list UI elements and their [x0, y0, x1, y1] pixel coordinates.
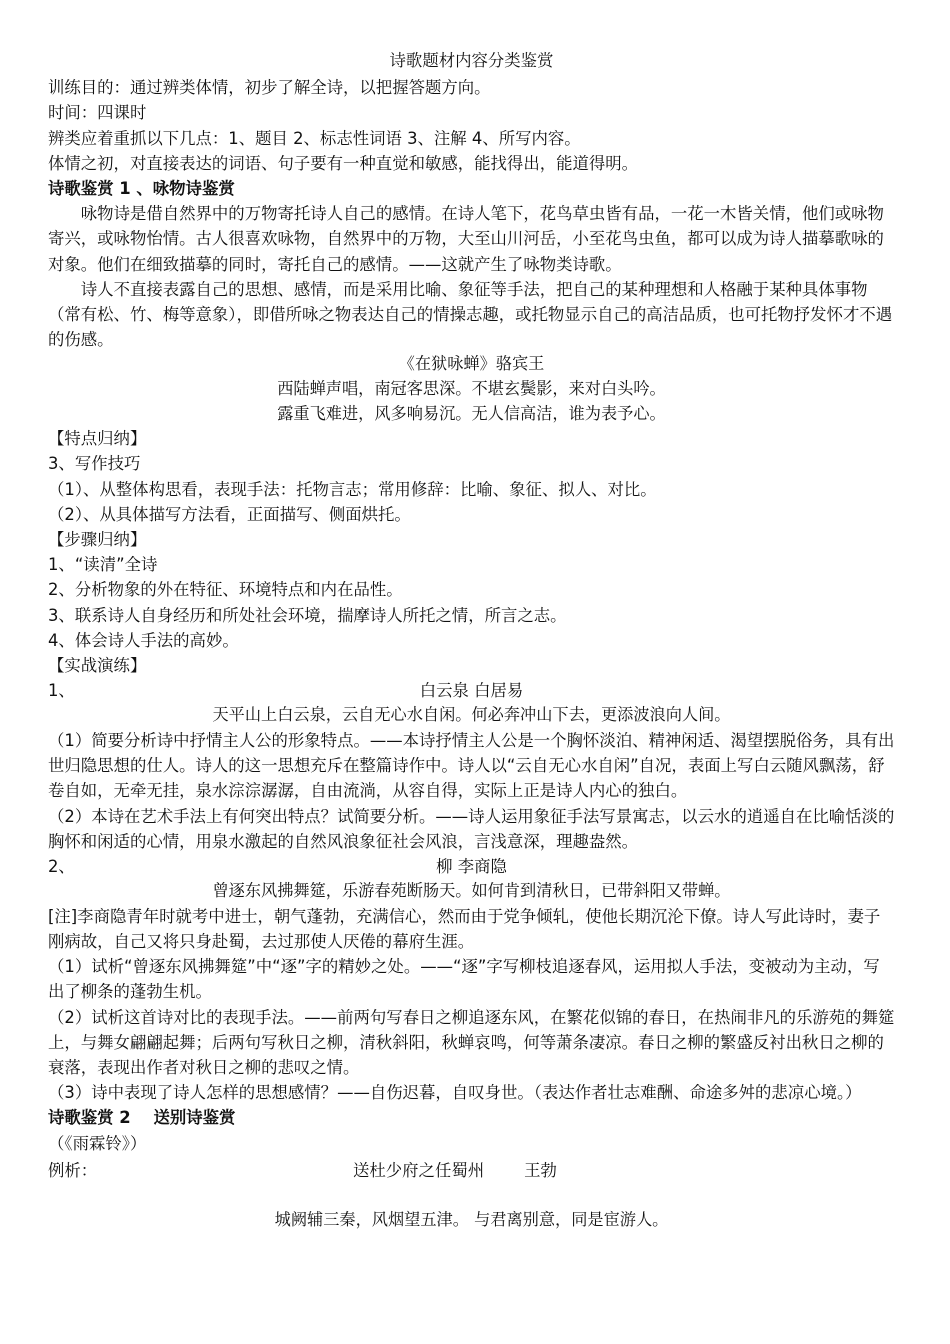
exercise-1-question-1: （1）简要分析诗中抒情主人公的形象特点。——本诗抒情主人公是一个胸怀淡泊、精神闲适、渴望摆脱俗务，具有出世归隐思想的仕人。诗人的这一思想充斥在整篇诗作中。诗人以“云自无心水自闲”自况，表面上写白云随风飘荡，舒卷自如，无牵无挂，泉水淙淙潺潺，自由流淌，从容自得，实际上正是诗人内心的独白。 [48, 731, 895, 801]
exercise-1-title: 白云泉 白居易 [419, 681, 524, 701]
intro-feeling: 体情之初，对直接表达的词语、句子要有一种直觉和敏感，能找得出，能道得明。 [48, 153, 639, 173]
example-row [48, 1158, 895, 1183]
exercise-2-question-2: （2）试析这首诗对比的表现手法。——前两句写春日之柳追逐东风，在繁花似锦的春日，在热闹非凡的乐游苑的舞筵上，与舞女翩翩起舞；后两句写秋日之柳，清秋斜阳，秋蝉哀鸣，何等萧条凄凉。春日之柳的繁盛反衬出秋日之柳的衰落，表现出作者对秋日之柳的悲叹之情。 [48, 1007, 895, 1078]
example-author: 王勃 [524, 1160, 557, 1180]
features-item: 3、写作技巧 [48, 454, 141, 474]
exercise-1-header [48, 678, 895, 703]
intro-time: 时间：四课时 [48, 103, 147, 123]
steps-label: 【步骤归纳】 [48, 530, 147, 550]
poem-title-cicada: 《在狱咏蝉》骆宾王 [398, 354, 545, 374]
steps-item: 3、联系诗人自身经历和所处社会环境，揣摩诗人所托之情，所言之志。 [48, 605, 567, 625]
example-label: 例析： [48, 1160, 98, 1180]
features-item: （1）、从整体构思看，表现手法：托物言志；常用修辞：比喻、象征、拟人、对比。 [48, 479, 657, 499]
features-item: （2）、从具体描写方法看，正面描写、侧面烘托。 [48, 504, 411, 524]
exercise-2-header [48, 854, 895, 879]
features-label: 【特点归纳】 [48, 429, 147, 449]
example-poem-line: 城阙辅三秦，风烟望五津。 与君离别意，同是宦游人。 [274, 1210, 669, 1230]
section1-heading: 诗歌鉴赏 1 、咏物诗鉴赏 [48, 179, 235, 199]
section2-reference: （《雨霖铃》） [48, 1133, 147, 1153]
intro-points: 辨类应着重抓以下几点：1、题目 2、标志性词语 3、注解 4、所写内容。 [48, 128, 581, 148]
section1-paragraph-2: 诗人不直接表露自己的思想、感情，而是采用比喻、象征等手法，把自己的某种理想和人格融于某种具体事物（常有松、竹、梅等意象），即借所咏之物表达自己的情操志趣，或托物显示自己的高洁品质，也可托物抒发怀才不遇的伤感。 [48, 279, 893, 350]
practice-label: 【实战演练】 [48, 656, 147, 676]
steps-item: 2、分析物象的外在特征、环境特点和内在品性。 [48, 580, 403, 600]
exercise-1-number: 1、 [48, 681, 75, 701]
exercise-1-poem: 天平山上白云泉，云自无心水自闲。何必奔冲山下去，更添波浪向人间。 [212, 705, 731, 725]
exercise-2-poem: 曾逐东风拂舞筵，乐游春苑断肠天。如何肯到清秋日，已带斜阳又带蝉。 [212, 881, 731, 901]
intro-goal: 训练目的：通过辨类体情，初步了解全诗，以把握答题方向。 [48, 78, 491, 98]
exercise-2-question-3: （3）诗中表现了诗人怎样的思想感情？——自伤迟暮，自叹身世。（表达作者壮志难酬、命途多舛的悲凉心境。） [48, 1083, 862, 1103]
steps-item: 1、“读清”全诗 [48, 555, 158, 575]
section2-heading: 诗歌鉴赏 2 送别诗鉴赏 [48, 1108, 236, 1128]
example-title: 送杜少府之任蜀州 [353, 1160, 485, 1180]
exercise-2-title: 柳 李商隐 [436, 857, 507, 877]
exercise-2-question-1: （1）试析“曾逐东风拂舞筵”中“逐”字的精妙之处。——“逐”字写柳枝追逐春风，运用拟人手法，变被动为主动，写出了柳条的蓬勃生机。 [48, 957, 880, 1002]
exercise-2-number: 2、 [48, 857, 75, 877]
poem-line-2: 露重飞难进，风多响易沉。无人信高洁，谁为表予心。 [277, 403, 666, 423]
steps-item: 4、体会诗人手法的高妙。 [48, 630, 239, 650]
section1-paragraph-1: 咏物诗是借自然界中的万物寄托诗人自己的感情。在诗人笔下，花鸟草虫皆有品，一花一木皆关情，他们或咏物寄兴，或咏物怡情。古人很喜欢咏物，自然界中的万物，大至山川河岳，小至花鸟虫鱼，都可以成为诗人描摹歌咏的对象。他们在细致描摹的同时，寄托自己的感情。——这就产生了咏物类诗歌。 [48, 204, 884, 274]
exercise-2-note: [注]李商隐青年时就考中进士，朝气蓬勃，充满信心，然而由于党争倾轧，使他长期沉沦下僚。诗人写此诗时，妻子刚病故，自己又将只身赴蜀，去过那使人厌倦的幕府生涯。 [48, 906, 881, 952]
exercise-1-question-2: （2）本诗在艺术手法上有何突出特点？试简要分析。——诗人运用象征手法写景寓志，以云水的逍遥自在比喻恬淡的胸怀和闲适的心情，用泉水激起的自然风浪象征社会风浪，言浅意深，理趣盎然。 [48, 806, 895, 851]
poem-line-1: 西陆蝉声唱，南冠客思深。不堪玄鬓影，来对白头吟。 [277, 379, 666, 399]
example-title-block [128, 1158, 895, 1183]
document-title: 诗歌题材内容分类鉴赏 [389, 51, 554, 70]
